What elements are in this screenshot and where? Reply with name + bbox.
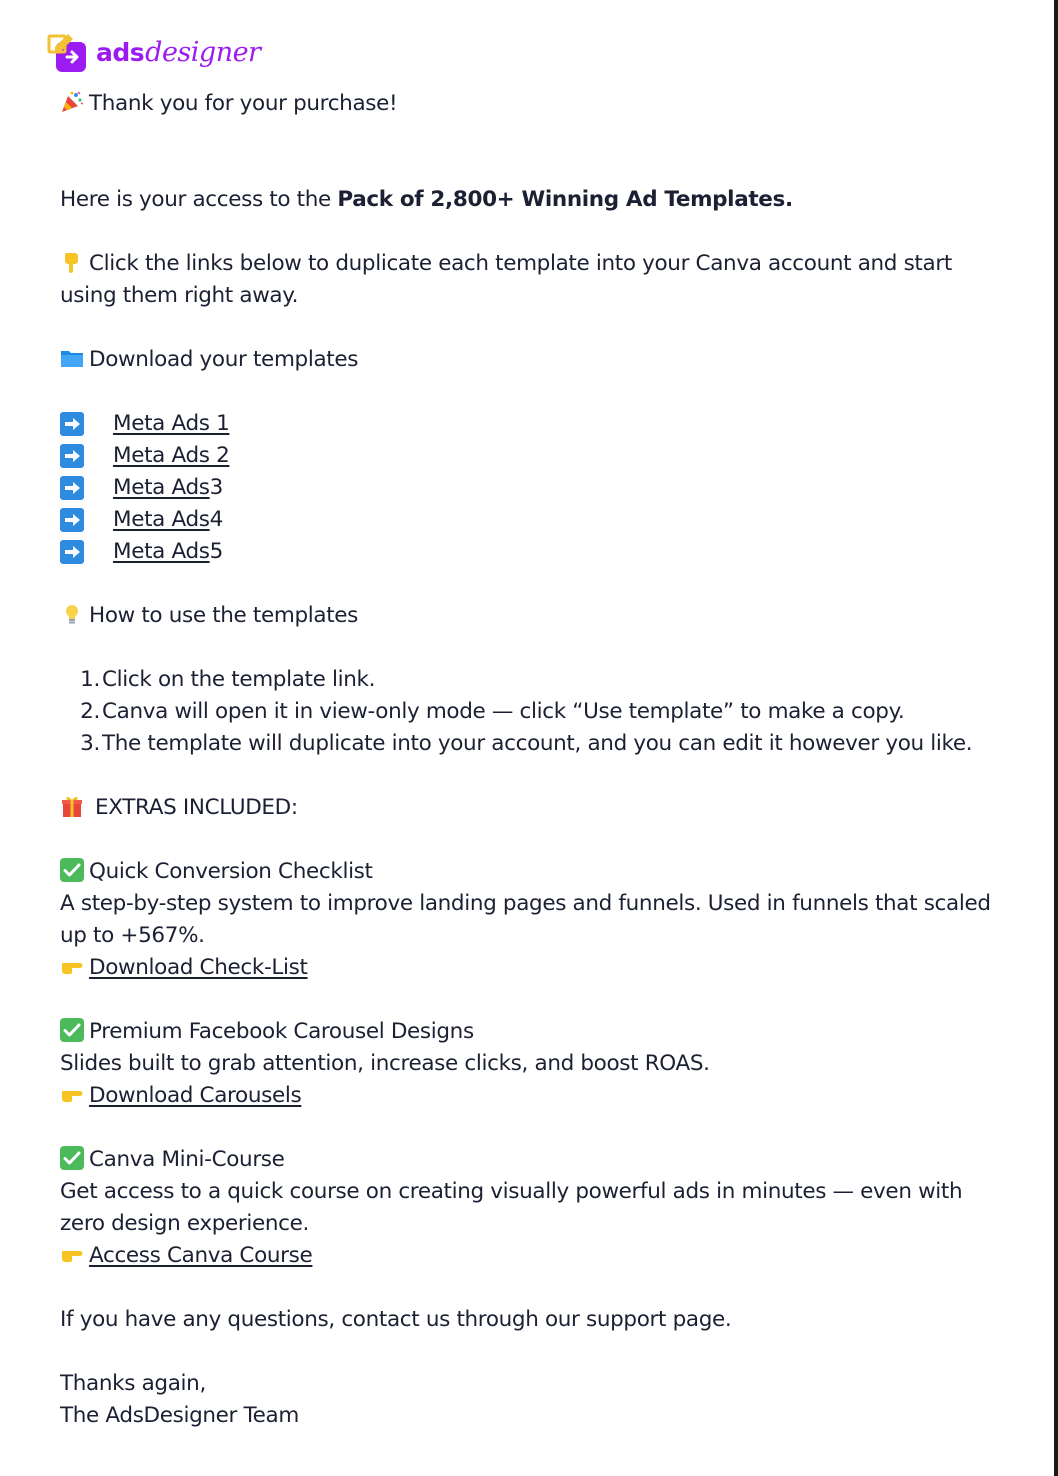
howto-step-2 (60, 696, 1000, 728)
pointing-down-icon (60, 250, 84, 274)
extra-link-line (60, 952, 1000, 984)
check-mark-icon (60, 1146, 84, 1170)
check-mark-icon (60, 858, 84, 882)
extra-title-line (60, 1016, 1000, 1048)
step-number: 2. (80, 699, 100, 724)
howto-step-1 (60, 664, 1000, 696)
download-heading (60, 344, 1000, 376)
step-number: 3. (80, 731, 100, 756)
extra-title: Quick Conversion Checklist (89, 859, 373, 884)
template-link-row-5 (60, 536, 1000, 568)
extras-heading (60, 792, 1000, 824)
extra-item-3 (60, 1144, 1000, 1272)
extras-heading-text: EXTRAS INCLUDED: (95, 795, 298, 820)
instruction-text: Click the links below to duplicate each template into your Canva account and start using them right away. (60, 251, 952, 308)
light-bulb-icon (60, 602, 84, 626)
extra-title: Canva Mini-Course (89, 1147, 285, 1172)
meta-ads-2-link[interactable]: Meta Ads 2 (113, 443, 230, 468)
pointing-right-icon (60, 954, 84, 978)
extra-title-line (60, 1144, 1000, 1176)
right-arrow-icon (60, 508, 84, 532)
extra-title-line (60, 856, 1000, 888)
extra-item-1 (60, 856, 1000, 984)
right-arrow-icon (60, 412, 84, 436)
extra-description: Slides built to grab attention, increase clicks, and boost ROAS. (60, 1051, 710, 1076)
right-arrow-icon (60, 540, 84, 564)
template-link-row-2 (60, 440, 1000, 472)
check-mark-icon (60, 1018, 84, 1042)
thank-you-text: Thank you for your purchase! (89, 91, 398, 116)
howto-heading (60, 600, 1000, 632)
folder-icon (60, 346, 84, 370)
meta-ads-3-link[interactable]: Meta Ads (113, 475, 210, 500)
meta-ads-3-suffix: 3 (209, 475, 223, 500)
access-prefix: Here is your access to the (60, 187, 338, 212)
access-canva-course-link[interactable]: Access Canva Course (89, 1243, 313, 1268)
template-link-list (60, 408, 1000, 568)
howto-step-3 (60, 728, 1000, 760)
logo-text-ads: ads (96, 37, 145, 67)
logo-icon (46, 30, 90, 74)
team-signature: The AdsDesigner Team (60, 1403, 299, 1428)
logo-text-designer: designer (145, 36, 261, 68)
download-carousels-link[interactable]: Download Carousels (89, 1083, 302, 1108)
pointing-right-icon (60, 1242, 84, 1266)
step-text: Click on the template link. (102, 667, 376, 692)
extra-description: A step-by-step system to improve landing pages and funnels. Used in funnels that scaled up to +567%. (60, 891, 991, 948)
extra-title: Premium Facebook Carousel Designs (89, 1019, 474, 1044)
extra-description: Get access to a quick course on creating visually powerful ads in minutes — even with zero design experience. (60, 1179, 963, 1236)
pointing-right-icon (60, 1082, 84, 1106)
right-edge-border (1054, 0, 1058, 1476)
sign-off-line: Thanks again, (60, 1371, 206, 1396)
meta-ads-4-suffix: 4 (209, 507, 223, 532)
extra-link-line (60, 1080, 1000, 1112)
extra-link-line (60, 1240, 1000, 1272)
thank-you-line (60, 88, 1000, 120)
access-bold-title: Pack of 2,800+ Winning Ad Templates. (337, 187, 793, 212)
step-number: 1. (80, 667, 100, 692)
access-line (60, 184, 1000, 216)
download-checklist-link[interactable]: Download Check-List (89, 955, 308, 980)
right-arrow-icon (60, 476, 84, 500)
meta-ads-5-suffix: 5 (209, 539, 223, 564)
meta-ads-1-link[interactable]: Meta Ads 1 (113, 411, 230, 436)
template-link-row-1 (60, 408, 1000, 440)
adsdesigner-logo (46, 30, 260, 74)
gift-icon (60, 794, 84, 818)
template-link-row-4 (60, 504, 1000, 536)
email-body (60, 88, 1000, 1432)
questions-line: If you have any questions, contact us through our support page. (60, 1307, 732, 1332)
template-link-row-3 (60, 472, 1000, 504)
step-text: Canva will open it in view-only mode — click “Use template” to make a copy. (102, 699, 905, 724)
download-heading-text: Download your templates (89, 347, 359, 372)
right-arrow-icon (60, 444, 84, 468)
step-text: The template will duplicate into your account, and you can edit it however you like. (102, 731, 973, 756)
howto-heading-text: How to use the templates (89, 603, 359, 628)
party-popper-icon (60, 90, 84, 114)
meta-ads-4-link[interactable]: Meta Ads (113, 507, 210, 532)
instruction-line (60, 248, 1000, 312)
meta-ads-5-link[interactable]: Meta Ads (113, 539, 210, 564)
extra-item-2 (60, 1016, 1000, 1112)
howto-steps-list (60, 664, 1000, 760)
